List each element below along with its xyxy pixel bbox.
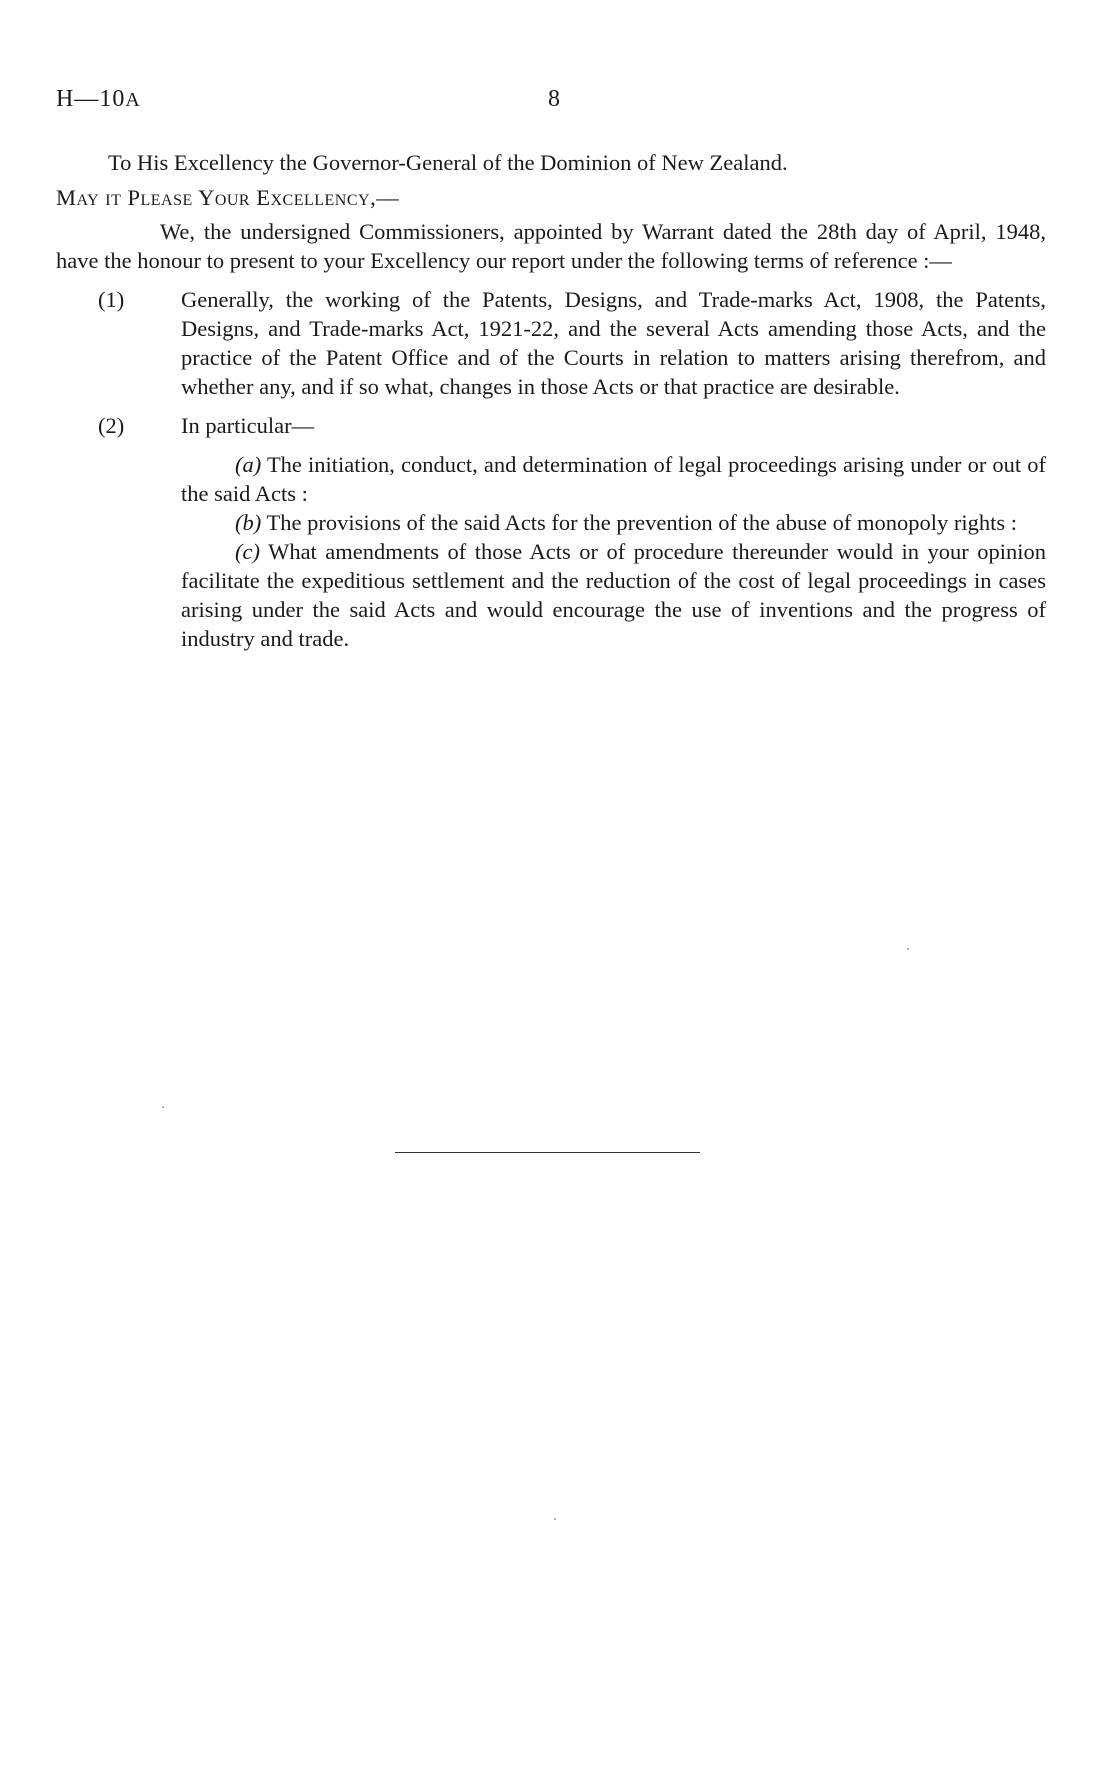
term-item-1 — [56, 285, 1046, 401]
page-number: 8 — [548, 86, 560, 112]
subitem-text: The initiation, conduct, and determination of legal proceedings arising under or out of the said Acts : — [181, 452, 1047, 506]
subitem-text: What amendments of those Acts or of procedure thereunder would in your opinion facilitate the expeditious settlement and the reduction of the cost of legal proceedings in cases arising under the said Acts and would encourage the use of inventions and the progress of industry and trade. — [181, 539, 1047, 651]
section-divider — [395, 1152, 700, 1153]
term-number: (2) — [98, 413, 125, 438]
reference-suffix: A — [125, 89, 141, 111]
scan-speck — [907, 948, 909, 950]
subitem-b — [56, 508, 1046, 537]
scan-speck — [162, 1106, 164, 1108]
subitem-list — [56, 450, 1046, 653]
intro-paragraph: We, the undersigned Commissioners, appointed by Warrant dated the 28th day of April, 1948, have the honour to present to your Excellency our report under the following terms of reference :— — [56, 219, 1046, 273]
letter-body — [56, 148, 1046, 653]
page-header — [56, 86, 1056, 126]
address-line: To His Excellency the Governor-General of the Dominion of New Zealand. — [108, 150, 788, 175]
reference-main: H—10 — [56, 86, 126, 112]
subitem-label: (b) — [235, 510, 262, 535]
salutation: May it Please Your Excellency,— — [56, 185, 400, 210]
term-item-2 — [56, 411, 1046, 440]
term-number: (1) — [98, 287, 125, 312]
term-text: In particular— — [181, 413, 315, 438]
subitem-label: (a) — [235, 452, 262, 477]
document-reference — [56, 86, 141, 113]
term-text: Generally, the working of the Patents, Designs, and Trade-marks Act, 1908, the Patents, Designs, and Trade-marks Act, 1921-22, and the several Acts amending those Acts, and the practice of the Patent Office and of the Courts in relation to matters arising therefrom, and whether any, and if so what, changes in those Acts or that practice are desirable. — [181, 287, 1046, 399]
subitem-c — [56, 537, 1046, 653]
subitem-a — [56, 450, 1046, 508]
subitem-text: The provisions of the said Acts for the prevention of the abuse of monopoly rights : — [266, 510, 1017, 535]
subitem-label: (c) — [235, 539, 260, 564]
scan-speck — [554, 1518, 556, 1520]
